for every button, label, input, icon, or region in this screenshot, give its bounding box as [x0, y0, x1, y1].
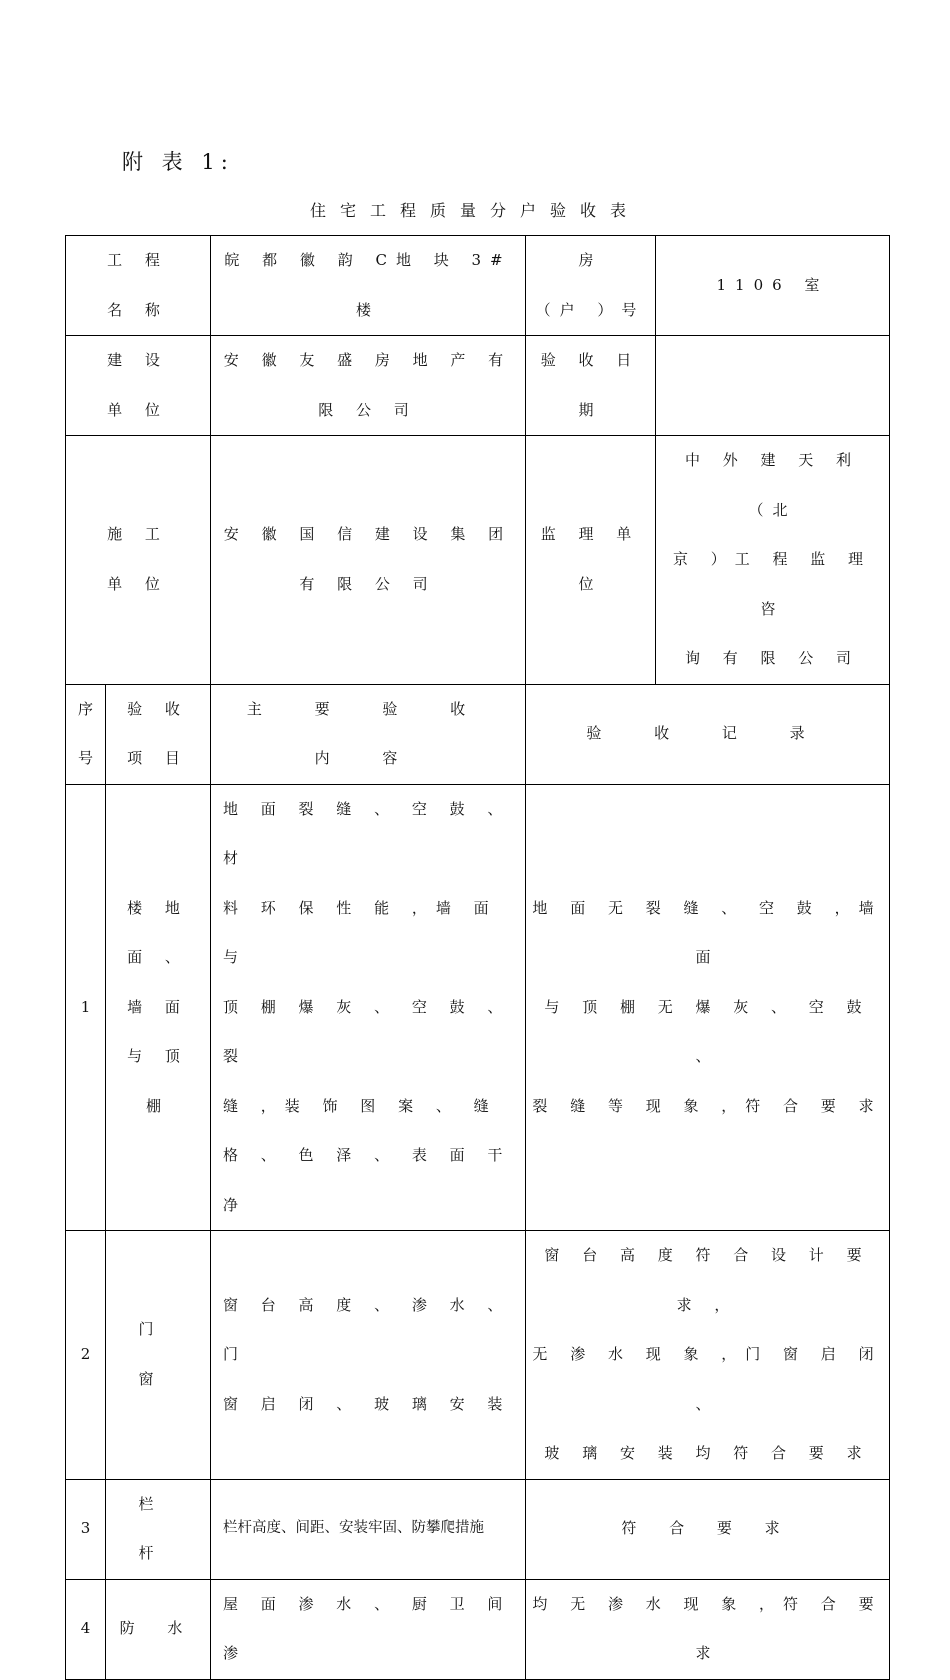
builder-value: 安 徽 友 盛 房 地 产 有 限 公 司 [211, 336, 526, 436]
row-item: 防 水 [106, 1579, 211, 1679]
row-no: 4 [66, 1579, 106, 1679]
table-row [66, 1231, 890, 1480]
col-content-header: 主 要 验 收 内 容 [211, 684, 526, 784]
acceptance-table [65, 235, 890, 1680]
document-title: 住宅工程质量分户验收表 [309, 201, 640, 220]
row-record: 窗 台 高 度 符 合 设 计 要 求 ， 无 渗 水 现 象 ，门 窗 启 闭 、 玻 璃 安 装 均 符 合 要 求 [526, 1231, 890, 1480]
contractor-label: 施 工 单 位 [66, 436, 211, 685]
contractor-value: 安 徽 国 信 建 设 集 团 有 限 公 司 [211, 436, 526, 685]
room-label: 房 （户 ）号 [526, 236, 656, 336]
row-item: 楼 地 面 、 墙 面 与 顶 棚 [106, 784, 211, 1231]
row-record: 符 合 要 求 [526, 1479, 890, 1579]
info-row-contractor [66, 436, 890, 685]
col-no-header: 序 号 [66, 684, 106, 784]
table-row [66, 1479, 890, 1579]
room-value: 1106 室 [656, 236, 890, 336]
row-item: 门 窗 [106, 1231, 211, 1480]
info-row-builder [66, 336, 890, 436]
supervisor-label: 监 理 单 位 [526, 436, 656, 685]
row-content: 地 面 裂 缝 、 空 鼓 、 材 料 环 保 性 能 ，墙 面 与 顶 棚 爆 灰 、 空 鼓 、 裂 缝 ，装 饰 图 案 、 缝 格 、 色 泽 、 表 面 干 净 [211, 784, 526, 1231]
row-content: 屋 面 渗 水 、 厨 卫 间 渗 [211, 1579, 526, 1679]
project-name-value: 皖 都 徽 韵 C地 块 3# 楼 [211, 236, 526, 336]
column-header-row [66, 684, 890, 784]
row-item: 栏 杆 [106, 1479, 211, 1579]
row-content: 窗 台 高 度 、 渗 水 、 门 窗 启 闭 、 玻 璃 安 装 [211, 1231, 526, 1480]
row-no: 2 [66, 1231, 106, 1480]
col-record-header: 验 收 记 录 [526, 684, 890, 784]
table-row [66, 784, 890, 1231]
row-no: 1 [66, 784, 106, 1231]
col-item-header: 验 收 项 目 [106, 684, 211, 784]
row-record: 均 无 渗 水 现 象 ，符 合 要 求 [526, 1579, 890, 1679]
date-label: 验 收 日 期 [526, 336, 656, 436]
info-row-project [66, 236, 890, 336]
appendix-label: 附 表 1: [122, 150, 234, 174]
project-name-label: 工 程 名 称 [66, 236, 211, 336]
row-record: 地 面 无 裂 缝 、 空 鼓 ，墙 面 与 顶 棚 无 爆 灰 、 空 鼓 、 裂 缝 等 现 象 ，符 合 要 求 [526, 784, 890, 1231]
table-row [66, 1579, 890, 1679]
supervisor-value: 中 外 建 天 利 （北 京 ）工 程 监 理 咨 询 有 限 公 司 [656, 436, 890, 685]
row-no: 3 [66, 1479, 106, 1579]
builder-label: 建 设 单 位 [66, 336, 211, 436]
row-content: 栏杆高度、间距、安装牢固、防攀爬措施 [211, 1479, 526, 1579]
date-value [656, 336, 890, 436]
